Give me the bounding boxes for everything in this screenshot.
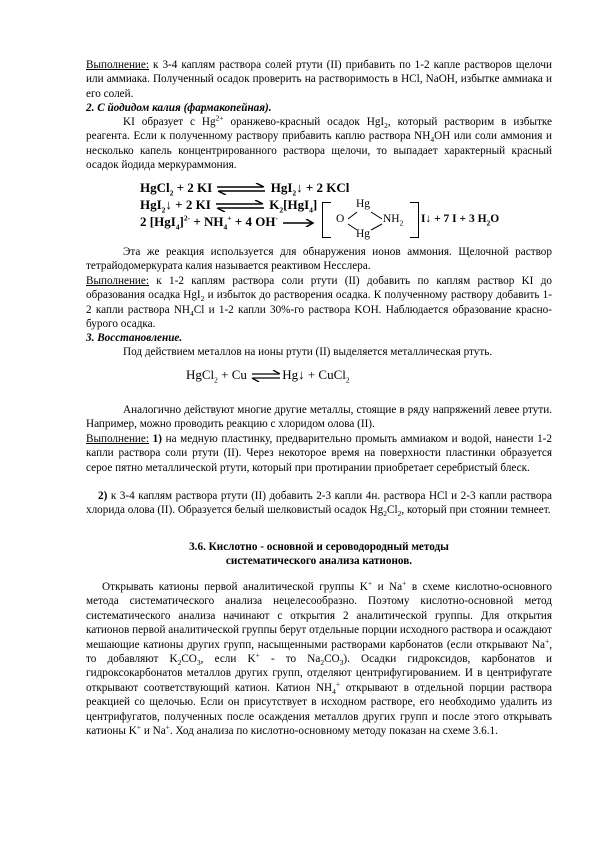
reaction-scheme [140,180,540,240]
text: O [490,213,500,225]
text: 2 [397,509,402,519]
text: 3 [339,658,344,668]
paragraph-tin [86,489,552,518]
text: 4 [430,135,435,145]
equilibrium-arrow-icon [250,370,282,382]
text: 1) [149,433,162,445]
text: + [136,722,142,732]
text: 2 [169,188,174,198]
text: HgI [140,197,162,212]
text: HgI [270,180,293,195]
text: 2) [98,490,108,502]
text: Cl [387,504,398,517]
paragraph-metals: Аналогично действуют многие другие металлы, стоящие в ряду напряжений левее ртути. Например, можно проводить реакцию с хлоридом олова (II). [86,404,552,431]
text: и избыток до растворения осадка. К полученному раствору добавить 1-2 капли раствора NH [86,289,552,316]
text: 2 [486,218,491,228]
paragraph-acid-base [86,580,552,738]
heading-line-2: систематического анализа катионов. [225,555,413,568]
text: 2 [292,188,297,198]
paragraph-ki [86,115,552,173]
reaction-cu [186,367,350,383]
text: 2 [177,658,182,668]
text: ). Осадки гидроксидов, карбонатов и гидроксокарбонатов металлов других групп, отделяют центрифугированием. И в центрифугате открывают соответствующий катион. Катион NH [86,653,553,694]
paragraph-execution-3 [86,432,552,475]
text: - то Na [259,653,321,666]
text: 4 [190,309,194,319]
text: 4 [223,222,228,232]
text: 2 [320,658,325,668]
text: 4 [309,205,313,215]
text: Hg [356,198,371,210]
text: Hg [282,367,299,382]
text: + [255,650,260,660]
text: к 1-2 каплям раствора соли ртути (II) добавить по каплям раствор KI до образования осадка HgI [86,275,552,302]
down-arrow-icon: ↓ [425,213,432,225]
text: 2 [214,375,218,385]
bracket-right [410,202,419,238]
right-arrow-icon [281,219,315,227]
text: 2 [HgI [140,214,176,229]
text: OH или соли аммония и несколько капель концентрированного раствора щелочи, то выпадает характерный красный осадок йодида меркураммония. [86,130,553,172]
equilibrium-arrow-icon [215,183,267,195]
text: 2+ [215,113,224,123]
text: в схеме кислотно-основного метода систематического анализа нецелесообразно. Поэтому кислотно-основной метод систематического анализа начинают с открытия 2 аналитической группы. Для открытия катионов первой аналитической группы берут отдельные порции исходного раствора и осаждают мешающие катионы других групп, насыщенными растворами карбонатов (если открывают Na [86,581,552,651]
text: Открывать катионы первой аналитической группы K [102,581,368,593]
heading-line-1: 3.6. Кислотно - основной и сероводородный методы [189,541,449,553]
text [421,213,500,228]
bracket-left [322,202,331,238]
text: HgCl [186,367,215,382]
paragraph-nessler: Эта же реакция используется для обнаружения ионов аммония. Щелочной раствор тетрайодомеркурата калия называется реактивом Несслера. [86,246,552,273]
reaction-2 [140,197,317,213]
text: KI образует с Hg [123,116,216,128]
section-heading [86,540,552,569]
down-arrow-icon: ↓ [298,367,305,382]
text: I [421,213,426,225]
down-arrow-icon: ↓ [165,197,172,212]
text: 3 [196,658,201,668]
text: + 7 I [434,213,457,225]
text: и Na [372,581,403,593]
text: CO [181,653,197,666]
text: 2 [279,205,284,215]
text: , то добавляют K [86,638,552,666]
text: + [544,635,550,645]
mercuramonium-complex [322,198,537,240]
down-arrow-icon: ↓ [296,180,303,195]
text: , который при стоянии темнеет. [401,504,551,517]
text: 2 [161,205,166,215]
paragraph-text: к 3-4 каплям раствора солей ртути (II) прибавить по 1-2 капле растворов щелочи или аммиака. Полученный осадок проверить на растворимость в HCl, NaOH, избытке аммиака и его солей. [86,59,552,100]
text: + [402,578,407,588]
text: [HgI [283,197,310,212]
text: HgCl [140,180,170,195]
text: на медную пластинку, предварительно промыть аммиаком и водой, нанести 1-2 капли раствора соли ртути (II). Через некоторое время на поверхности пластинки образуется серое пятно металлической ртути, который при протирании приобретает серебристый блеск. [86,433,552,474]
text: 2 [384,121,388,131]
paragraph-execution-1 [86,58,552,101]
text: Cl и 1-2 капли 30%-го раствора KOH. Наблюдается образование красно-бурого осадка. [86,303,552,331]
reaction-1 [140,180,349,196]
text: + [227,213,232,223]
text: 2 [399,218,404,228]
text: 2 [345,375,350,385]
text: ] [312,197,318,212]
text: + CuCl [304,367,346,382]
text: , если K [200,653,256,666]
text: K [269,197,280,212]
text: 2 [383,509,388,519]
section-title-2: 2. С йодидом калия (фармакопейная). [86,102,272,114]
text: NH [383,213,400,225]
bond-lines [346,208,386,234]
text: 2- [183,213,191,223]
reaction-3: 2 $[HgI_4]^{2-} + NH_4^+ + 4$ OH- [140,214,315,230]
paragraph-reduction: Под действием металлов на ионы ртути (II) выделяется металлическая ртуть. [123,346,493,358]
text: Hg [356,228,371,240]
text: 2 [200,294,205,304]
text: + [367,578,373,588]
text: + Cu [217,367,247,382]
paragraph-execution-2 [86,274,552,332]
text: . Ход анализа по кислотно-основному методу показан на схеме 3.6.1. [169,725,498,738]
text: 4 [332,687,336,697]
section-title-3: 3. Восстановление. [86,332,183,344]
text: + 4 OH [231,214,276,229]
text: открывают в отдельной порции раствора реакцией со щелочью. Если он присутствует в исходном растворе, его необходимо удалить из центрифугатов, полученных после осаждения металлов других групп и после этого открывать катионы K [86,681,552,738]
text [383,213,404,228]
text: оранжево-красный осадок HgI [223,116,385,128]
text: + 2 KI [171,197,211,212]
text: , который растворим в избытке реагента. Если к полученному раствору прибавить каплю раствора NH [86,116,552,143]
text: + [165,722,170,732]
execution-label: Выполнение: [86,275,149,287]
text: O [336,213,345,225]
equilibrium-arrow-icon [214,200,266,212]
text: + NH [190,214,224,229]
text: и Na [141,725,166,738]
execution-label: Выполнение: [86,59,149,71]
text: + [335,679,341,689]
text: + 2 KCl [302,180,350,195]
text: + 3 H [459,213,487,225]
text: 4 [175,222,180,232]
text: CO [324,653,340,666]
text: - [275,213,278,223]
text: + 2 KI [173,180,213,195]
execution-label: Выполнение: [86,433,149,445]
text: к 3-4 каплям раствора ртути (II) добавить 2-3 капли 4н. раствора HCl и 2-3 капли раствора хлорида олова (II). Образуется белый шелковистый осадок Hg [86,490,552,517]
